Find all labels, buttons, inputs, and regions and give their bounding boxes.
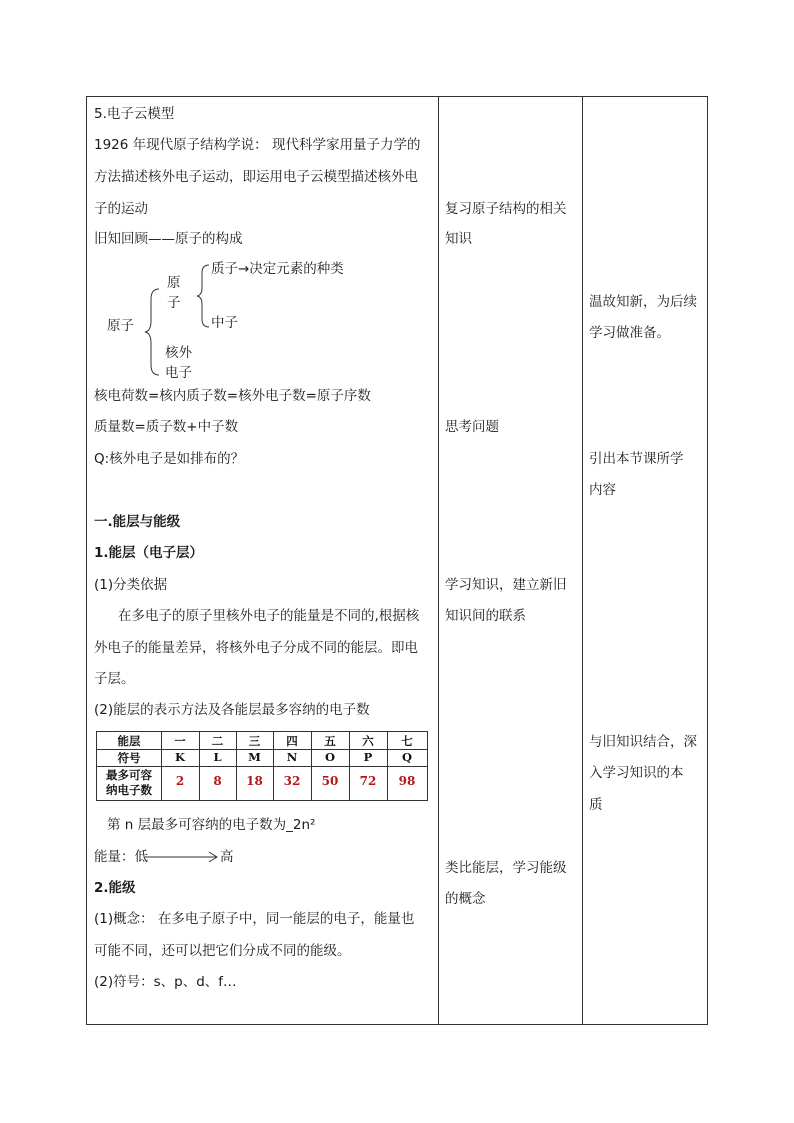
- table-symbol: P: [363, 750, 373, 764]
- table-level: 四: [286, 734, 298, 748]
- concept-text: 可能不同，还可以把它们分成不同的能级。: [94, 943, 351, 959]
- diagram-neutron: 中子: [211, 315, 238, 331]
- review-title: 旧知回顾——原子的构成: [94, 231, 243, 247]
- table-max-electrons: 72: [359, 774, 377, 788]
- equation-charge: 核电荷数=核内质子数=核外电子数=原子序数: [94, 388, 371, 404]
- table-header-max: 最多可容: [106, 768, 152, 782]
- activity-text: 复习原子结构的相关: [445, 201, 567, 217]
- table-level: 七: [401, 734, 413, 748]
- section1-title: 一.能层与能级: [94, 514, 181, 530]
- activity-text: 知识: [445, 231, 472, 247]
- intent-text: 引出本节课所学: [589, 451, 684, 467]
- sub2-title: 2.能级: [94, 880, 136, 896]
- table-max-electrons: 50: [321, 774, 339, 788]
- lesson-table: [86, 96, 708, 1025]
- arrow-right-icon: [145, 851, 225, 863]
- paragraph-line: 子的运动: [94, 201, 148, 217]
- column-divider-1: [438, 97, 439, 1024]
- table-symbol: Q: [401, 750, 413, 764]
- intent-text: 学习做准备。: [589, 325, 670, 341]
- symbol-line: (2)符号：s、p、d、f…: [94, 974, 237, 990]
- equation-mass: 质量数=质子数+中子数: [94, 419, 239, 435]
- diagram-nucleus: 子: [167, 295, 181, 311]
- diagram-outer-electron: 电子: [165, 365, 192, 381]
- table-max-electrons: 98: [398, 774, 416, 788]
- activity-text: 知识间的联系: [445, 608, 526, 624]
- basis-text: 外电子的能量差异，将核外电子分成不同的能层。即电: [94, 640, 418, 656]
- intent-text: 质: [589, 797, 603, 813]
- table-level: 二: [211, 734, 224, 748]
- energy-high: 高: [220, 849, 234, 865]
- intent-text: 与旧知识结合，深: [589, 734, 697, 750]
- question: Q:核外电子是如排布的？: [94, 451, 245, 467]
- table-level: 六: [362, 734, 374, 748]
- activity-text: 的概念: [445, 891, 486, 907]
- paragraph-line: 方法描述核外电子运动，即运用电子云模型描述核外电: [94, 169, 418, 185]
- activity-text: 学习知识，建立新旧: [445, 577, 567, 593]
- table-header-max: 纳电子数: [106, 783, 152, 797]
- column-divider-2: [582, 97, 583, 1024]
- table-max-electrons: 8: [213, 774, 222, 788]
- diagram-proton: 质子→决定元素的种类: [211, 261, 344, 277]
- diagram-atom: 原子: [107, 318, 134, 334]
- diagram-outer-electron: 核外: [165, 345, 192, 361]
- nth-layer-formula: 第 n 层最多可容纳的电子数为_2n²: [107, 817, 316, 833]
- table-header-symbol: 符号: [117, 751, 141, 765]
- energy-level-table: [96, 731, 428, 801]
- sub1-title: 1.能层（电子层）: [94, 545, 204, 561]
- table-symbol: L: [213, 750, 222, 764]
- table-max-electrons: 32: [283, 774, 301, 788]
- table-max-electrons: 2: [175, 774, 185, 788]
- activity-text: 类比能层，学习能级: [445, 860, 567, 876]
- paragraph-line: 1926 年现代原子结构学说： 现代科学家用量子力学的: [94, 137, 421, 153]
- table-symbol: K: [175, 750, 185, 764]
- table-symbol: M: [248, 750, 261, 764]
- basis-text: 子层。: [94, 671, 135, 687]
- basis-label: (1)分类依据: [94, 577, 168, 593]
- section5-title: 5.电子云模型: [94, 106, 175, 122]
- concept-text: (1)概念： 在多电子原子中，同一能层的电子，能量也: [94, 911, 415, 927]
- table-header-level: 能层: [117, 734, 141, 748]
- basis-text: 在多电子的原子里核外电子的能量是不同的,根据核: [118, 608, 420, 624]
- intent-text: 温故知新，为后续: [589, 294, 697, 310]
- energy-low: 能量：低: [94, 849, 148, 865]
- table-level: 五: [324, 734, 336, 748]
- table-max-electrons: 18: [246, 774, 263, 788]
- representation-label: (2)能层的表示方法及各能层最多容纳的电子数: [94, 702, 370, 718]
- table-level: 三: [248, 734, 261, 748]
- table-level: 一: [174, 734, 186, 748]
- diagram-nucleus: 原: [167, 275, 181, 291]
- intent-text: 内容: [589, 482, 616, 498]
- activity-text: 思考问题: [445, 419, 499, 435]
- table-symbol: O: [324, 750, 336, 764]
- table-symbol: N: [286, 750, 298, 764]
- intent-text: 入学习知识的本: [589, 765, 684, 781]
